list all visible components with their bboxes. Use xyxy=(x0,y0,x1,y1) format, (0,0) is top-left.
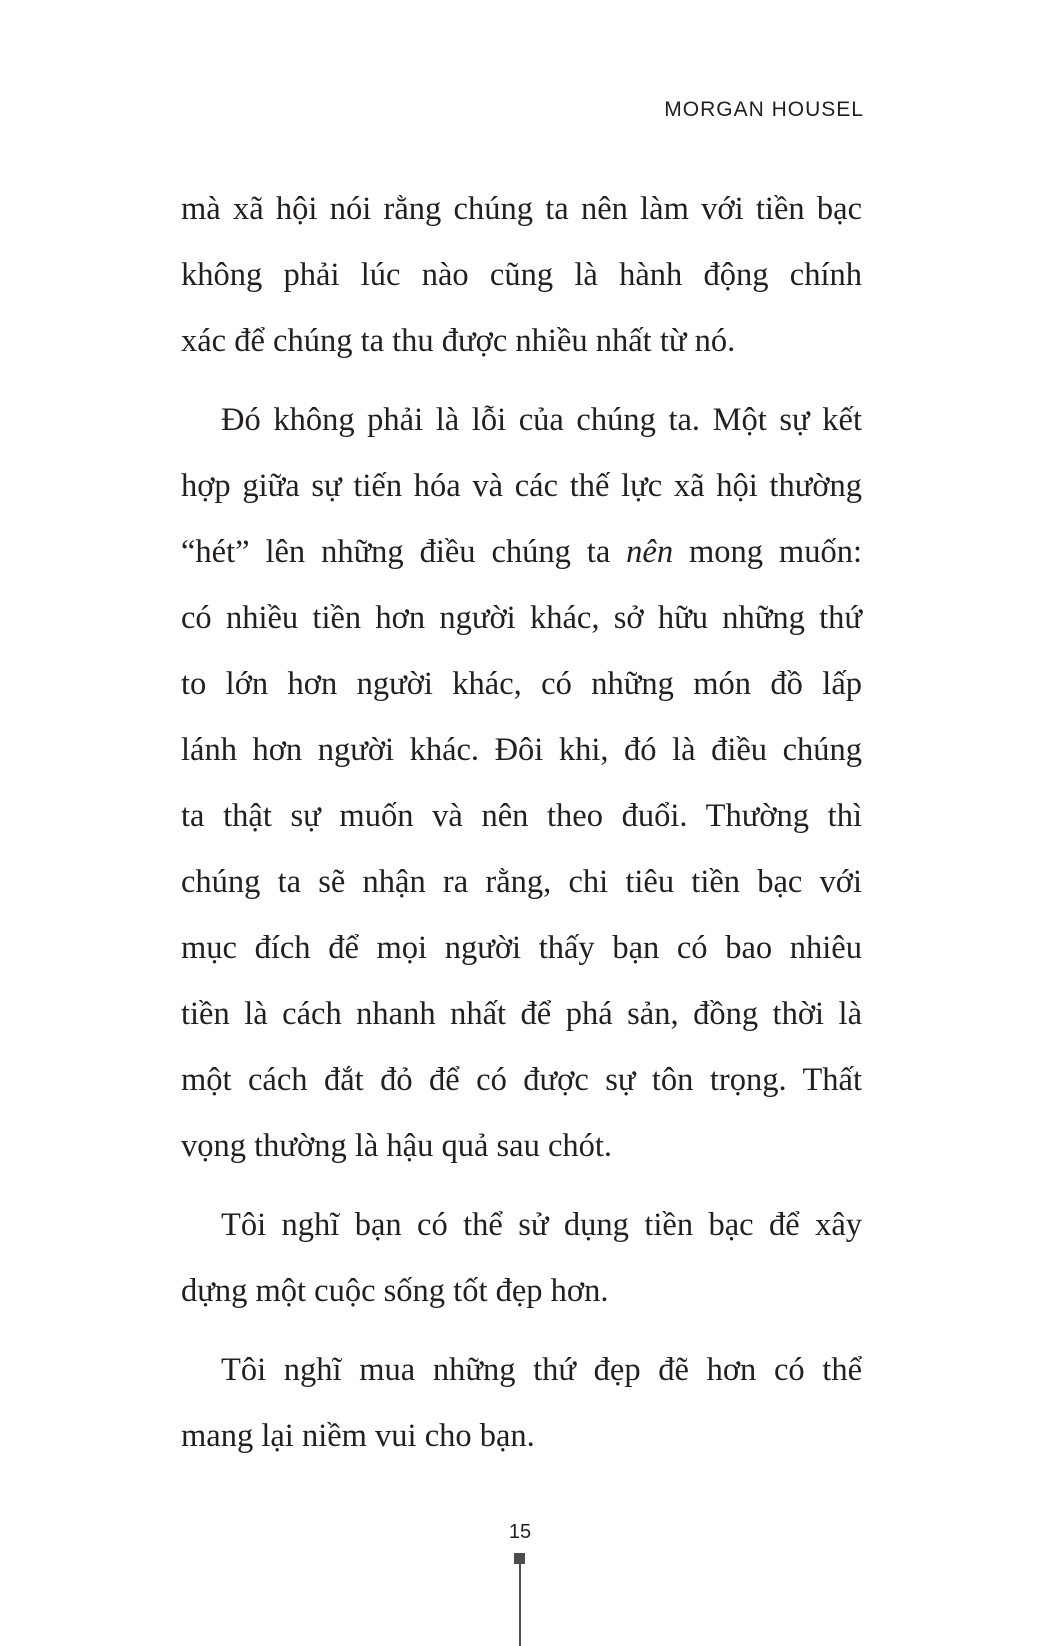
text-line: một cách đắt đỏ để có được sự tôn trọng. Thất xyxy=(181,1062,862,1098)
text-line: lánh hơn người khác. Đôi khi, đó là điều chúng xyxy=(181,732,862,768)
text-line: tiền là cách nhanh nhất để phá sản, đồng thời là xyxy=(181,996,862,1032)
text-line-with-emphasis xyxy=(181,519,862,585)
text-line: xác để chúng ta thu được nhiều nhất từ nó. xyxy=(181,323,736,359)
text-line: mà xã hội nói rằng chúng ta nên làm với tiền bạc xyxy=(181,191,862,227)
paragraph-3 xyxy=(181,1192,862,1324)
body-text xyxy=(181,176,862,1482)
folio-square-mark xyxy=(514,1553,525,1564)
text-line: vọng thường là hậu quả sau chót. xyxy=(181,1128,613,1164)
text-line: Tôi nghĩ bạn có thể sử dụng tiền bạc để xây xyxy=(221,1207,862,1243)
text-line: Tôi nghĩ mua những thứ đẹp đẽ hơn có thể xyxy=(221,1352,862,1388)
text-line: có nhiều tiền hơn người khác, sở hữu những thứ xyxy=(181,600,862,636)
text-line: chúng ta sẽ nhận ra rằng, chi tiêu tiền bạc với xyxy=(181,864,862,900)
text-line: mục đích để mọi người thấy bạn có bao nhiêu xyxy=(181,930,862,966)
paragraph-2 xyxy=(181,387,862,1179)
text-line: không phải lúc nào cũng là hành động chính xyxy=(181,257,862,293)
page-number: 15 xyxy=(508,1521,532,1543)
text-line: ta thật sự muốn và nên theo đuổi. Thường thì xyxy=(181,798,862,834)
text-segment: mong muốn: xyxy=(689,534,862,570)
text-line: to lớn hơn người khác, có những món đồ lấp xyxy=(181,666,862,702)
paragraph-1 xyxy=(181,176,862,374)
text-line: dựng một cuộc sống tốt đẹp hơn. xyxy=(181,1273,609,1309)
text-line: Đó không phải là lỗi của chúng ta. Một sự kết xyxy=(221,402,862,438)
emphasis-word: nên xyxy=(626,534,674,570)
folio-vertical-rule xyxy=(519,1564,521,1646)
text-segment: “hét” lên những điều chúng ta xyxy=(181,534,611,570)
running-head: MORGAN HOUSEL xyxy=(664,98,864,121)
paragraph-4 xyxy=(181,1337,862,1469)
text-line: mang lại niềm vui cho bạn. xyxy=(181,1418,535,1454)
text-line: hợp giữa sự tiến hóa và các thế lực xã hội thường xyxy=(181,468,862,504)
